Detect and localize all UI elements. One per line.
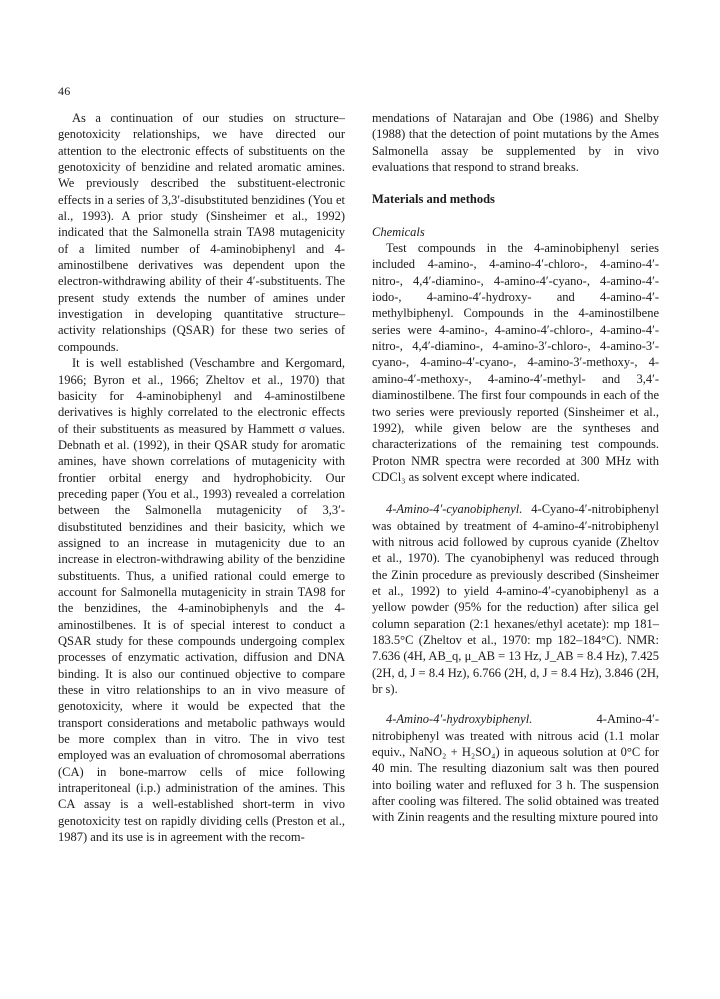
hydroxybiphenyl-text: 4-Amino-4′-nitrobiphenyl was treated with nitrous acid (1.1 molar equiv., NaNO₂ + H₂SO₄) in aqueous solution at 0°C for 40 min. The resulting diazonium salt was then poured into boiling water and refluxed for 3 h. The suspension after cooling was filtered. The solid obtained was treated with Zinin reagents and the resulting mixture poured into (372, 712, 659, 825)
intro-paragraph: As a continuation of our studies on structure–genotoxicity relationships, we have directed our attention to the electronic effects of substituents on the genotoxicity of benzidine and related aromatic amines. We previously described the substituent-electronic effects in a series of 3,3′-disubstituted benzidines (You et al., 1993). A prior study (Sinsheimer et al., 1992) indicated that the Salmonella strain TA98 mutagenicity of a limited number of 4-aminobiphenyl and 4-aminostilbene derivatives was dependent upon the electron-withdrawing ability of their 4′-substituents. The present study extends the number of amines under investigation in developing quantitative structure–activity relationships (QSAR) for these two series of compounds. (58, 111, 345, 354)
subsection-heading-chemicals: Chemicals (372, 224, 425, 239)
background-paragraph: It is well established (Veschambre and Kergomard, 1966; Byron et al., 1966; Zheltov et al., 1970) that basicity for 4-aminobiphenyl and 4-aminostilbene derivatives is highly correlated to the electronic effects of their substituents as measured by Hammett σ values. Debnath et al. (1992), in their QSAR study for aromatic amines, have shown correlations of mutagenicity with frontier orbital energy and hydrophobicity. Our preceding paper (You et al., 1993) revealed a correlation between the Salmonella mutagenicity of 3,3′-disubstituted benzidines and their basicity, which we assigned to an increase in mutagenicity due to an increase in electron-withdrawing ability of the benzidine substituents. Thus, a unified rational could emerge to account for Salmonella mutagenicity in strain TA98 for the benzidines, the 4-aminobiphenyls and the 4-aminostilbenes. It is of special interest to conduct a QSAR study for these compounds undergoing complex processes of enzymatic activation, diffusion and DNA binding. It is also our continued objective to compare these in vitro relationships to an in vivo measure of genotoxicity, where it would be expected that the transport considerations and metabolic pathways would be more complex than in vitro. The in vivo test employed was an evaluation of chromosomal aberrations (CA) in bone-marrow cells of mice following intraperitoneal (i.p.) administration of the amines. This CA assay is a well-established short-term in vivo genotoxicity test on rapidly dividing cells (Preston et al., 1987) and its use is in agreement with the recom- (58, 356, 345, 845)
cyanobiphenyl-text: 4-Cyano-4′-nitrobiphenyl was obtained by treatment of 4-amino-4′-nitrobiphenyl with nitrous acid followed by cuprous cyanide (Zheltov et al., 1970). The cyanobiphenyl was reduced through the Zinin procedure as previously described (Sinsheimer et al., 1992) to yield 4-amino-4′-cyanobiphenyl as a yellow powder (95% for the reduction) after silica gel column separation (2:1 hexanes/ethyl acetate): mp 181–183.5°C (Zheltov et al., 1970: mp 182–184°C). NMR: 7.636 (4H, AB_q, μ_AB = 13 Hz, J_AB = 8.4 Hz), 7.425 (2H, d, J = 8.4 Hz), 6.766 (2H, d, J = 8.4 Hz), 3.846 (2H, br s). (372, 502, 659, 696)
hydroxybiphenyl-title: 4-Amino-4′-hydroxybiphenyl. (386, 712, 533, 727)
hydroxybiphenyl-paragraph (372, 711, 659, 825)
left-column (58, 110, 345, 845)
chemicals-paragraph: Test compounds in the 4-aminobiphenyl series included 4-amino-, 4-amino-4′-chloro-, 4-amino-4′-nitro-, 4,4′-diamino-, 4-amino-4′-cyano-, 4-amino-4′-iodo-, 4-amino-4′-hydroxy- and 4-amino-4′-methylbiphenyl. Compounds in the 4-aminostilbene series were 4-amino-, 4-amino-4′-chloro-, 4-amino-4′-nitro-, 4,4′-diamino-, 4-amino-3′-chloro-, 4-amino-3′-cyano-, 4-amino-4′-cyano-, 4-amino-3′-methoxy-, 4-amino-4′-methoxy-, 4-amino-4′-methyl- and 3,4′-diaminostilbene. The first four compounds in each of the two series were previously reported (Sinsheimer et al., 1992), while given below are the syntheses and characterizations of the remaining test compounds. Proton NMR spectra were recorded at 300 MHz with CDCl₃ as solvent except where indicated. (372, 241, 659, 484)
cyanobiphenyl-title: 4-Amino-4′-cyanobiphenyl. (386, 502, 523, 517)
right-column (372, 110, 659, 826)
cyanobiphenyl-paragraph (372, 501, 659, 697)
continuation-paragraph: mendations of Natarajan and Obe (1986) and Shelby (1988) that the detection of point mutations by the Ames Salmonella assay be supplemented by in vivo evaluations that respond to strand breaks. (372, 111, 659, 175)
section-heading-materials-methods: Materials and methods (372, 192, 495, 207)
page-number: 46 (58, 84, 71, 98)
